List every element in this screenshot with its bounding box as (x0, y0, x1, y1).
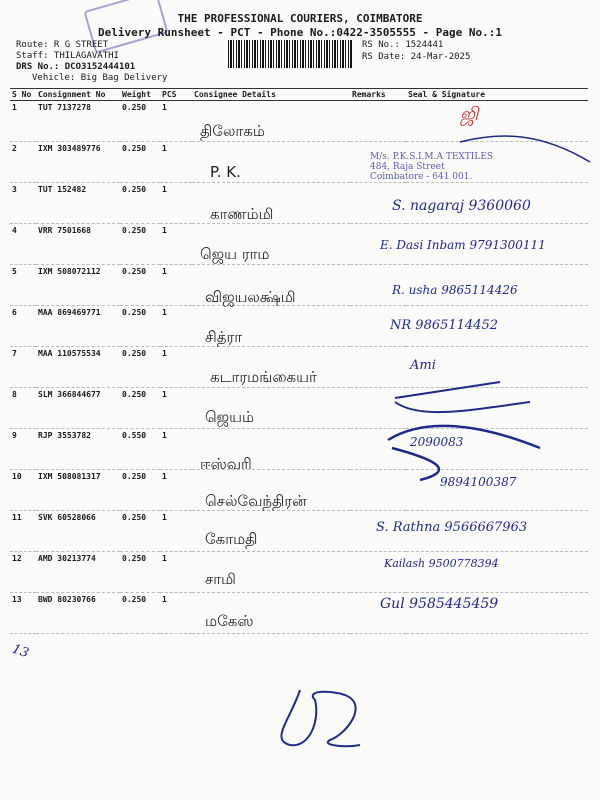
signature-flourish-2 (460, 136, 590, 162)
cell-consignment: AMD 30213774 (36, 552, 120, 593)
cell-weight: 0.250 (120, 224, 160, 265)
rs-number: RS No.: 1524441 (362, 40, 444, 50)
cell-consignment: SLM 366844677 (36, 388, 120, 429)
cell-pcs: 1 (160, 470, 192, 511)
cell-weight: 0.250 (120, 593, 160, 634)
handwritten-signature: S. nagaraj 9360060 (392, 198, 531, 214)
cell-sno: 8 (10, 388, 36, 429)
cell-pcs: 1 (160, 265, 192, 306)
cell-weight: 0.250 (120, 388, 160, 429)
cell-consignment: BWD 80230766 (36, 593, 120, 634)
runsheet-subtitle: Delivery Runsheet - PCT - Phone No.:0422-3505555 - Page No.:1 (98, 26, 502, 39)
cell-pcs: 1 (160, 142, 192, 183)
handwritten-consignee-name: சாமி (205, 570, 236, 588)
cell-sno: 1 (10, 101, 36, 142)
scribble-stroke (281, 690, 360, 746)
cell-pcs: 1 (160, 511, 192, 552)
cell-pcs: 1 (160, 347, 192, 388)
handwritten-signature: E. Dasi Inbam 9791300111 (380, 238, 546, 252)
seal-stamp-text: M/s. P.K.S.I.M.A TEXTILES 484, Raja Street Coimbatore - 641 001. (370, 152, 494, 182)
col-remarks: Remarks (350, 89, 406, 101)
handwritten-signature: Ami (410, 358, 436, 373)
cell-pcs: 1 (160, 101, 192, 142)
company-title: THE PROFESSIONAL COURIERS, COIMBATORE (177, 12, 423, 25)
cell-sno: 7 (10, 347, 36, 388)
cell-weight: 0.250 (120, 511, 160, 552)
col-sno: S No (10, 89, 36, 101)
handwritten-consignee-name: ஜெயம் (205, 408, 255, 426)
handwritten-consignee-name: திலோகம் (200, 122, 265, 140)
cell-consignment: RJP 3553782 (36, 429, 120, 470)
handwritten-signature: ஜி (460, 104, 479, 125)
cell-consignment: VRR 7501668 (36, 224, 120, 265)
handwritten-consignee-name: கோமதி (205, 530, 258, 548)
col-weight: Weight (120, 89, 160, 101)
col-seal-signature: Seal & Signature (406, 89, 588, 101)
handwritten-signature: NR 9865114452 (390, 318, 499, 333)
handwritten-consignee-name: கடாரமங்கையர் (210, 368, 317, 386)
col-consignee: Consignee Details (192, 89, 350, 101)
route-label: Route: R G STREET (16, 40, 109, 50)
cell-sno: 4 (10, 224, 36, 265)
cell-weight: 0.250 (120, 183, 160, 224)
handwritten-signature: 2090083 (410, 435, 464, 449)
cell-weight: 0.250 (120, 552, 160, 593)
cell-pcs: 1 (160, 306, 192, 347)
cell-sno: 12 (10, 552, 36, 593)
cell-consignment: TUT 7137278 (36, 101, 120, 142)
handwritten-signature: 9894100387 (440, 475, 517, 489)
cell-weight: 0.250 (120, 306, 160, 347)
handwritten-signature: R. usha 9865114426 (392, 283, 518, 297)
cell-sno: 9 (10, 429, 36, 470)
cell-weight: 0.550 (120, 429, 160, 470)
cell-pcs: 1 (160, 593, 192, 634)
cell-consignment: IXM 508072112 (36, 265, 120, 306)
signature-flourish-8 (395, 382, 530, 412)
cell-pcs: 1 (160, 429, 192, 470)
handwritten-consignee-name: செல்வேந்திரன் (205, 492, 307, 510)
cell-sno: 13 (10, 593, 36, 634)
cell-consignment: IXM 303489776 (36, 142, 120, 183)
handwritten-signature: S. Rathna 9566667963 (376, 520, 528, 535)
handwritten-consignee-name: ஈஸ்வரி (200, 455, 252, 473)
margin-note: 13 (9, 641, 31, 662)
col-pcs: PCS (160, 89, 192, 101)
cell-consignment: MAA 869469771 (36, 306, 120, 347)
cell-consignment: MAA 110575534 (36, 347, 120, 388)
cell-pcs: 1 (160, 183, 192, 224)
cell-sno: 5 (10, 265, 36, 306)
cell-pcs: 1 (160, 224, 192, 265)
cell-sno: 3 (10, 183, 36, 224)
drs-label: DRS No.: DCO3152444101 (16, 62, 136, 72)
cell-sno: 2 (10, 142, 36, 183)
handwritten-consignee-name: விஜயலக்ஷ்மி (205, 288, 296, 306)
cell-consignment: TUT 152482 (36, 183, 120, 224)
handwritten-consignee-name: P. K. (210, 163, 241, 181)
cell-consignment: SVK 60528066 (36, 511, 120, 552)
cell-weight: 0.250 (120, 470, 160, 511)
col-consignment: Consignment No (36, 89, 120, 101)
staff-label: Staff: THILAGAVATHI (16, 51, 119, 61)
vehicle-label: Vehicle: Big Bag Delivery (32, 73, 168, 83)
signature-flourish-9 (388, 426, 540, 480)
cell-pcs: 1 (160, 388, 192, 429)
cell-sno: 6 (10, 306, 36, 347)
handwritten-signature: Kailash 9500778394 (384, 557, 499, 570)
cell-consignment: IXM 508081317 (36, 470, 120, 511)
handwritten-consignee-name: காணம்மி (210, 205, 274, 223)
cell-weight: 0.250 (120, 142, 160, 183)
cell-pcs: 1 (160, 552, 192, 593)
handwritten-consignee-name: மகேஸ் (205, 612, 254, 630)
cell-sno: 11 (10, 511, 36, 552)
handwritten-consignee-name: சித்ரா (205, 328, 243, 346)
cell-weight: 0.250 (120, 101, 160, 142)
cell-weight: 0.250 (120, 265, 160, 306)
cell-sno: 10 (10, 470, 36, 511)
handwritten-consignee-name: ஜெய ராம (200, 245, 270, 263)
cell-weight: 0.250 (120, 347, 160, 388)
handwritten-signature: Gul 9585445459 (380, 596, 499, 612)
rs-date: RS Date: 24-Mar-2025 (362, 52, 471, 62)
